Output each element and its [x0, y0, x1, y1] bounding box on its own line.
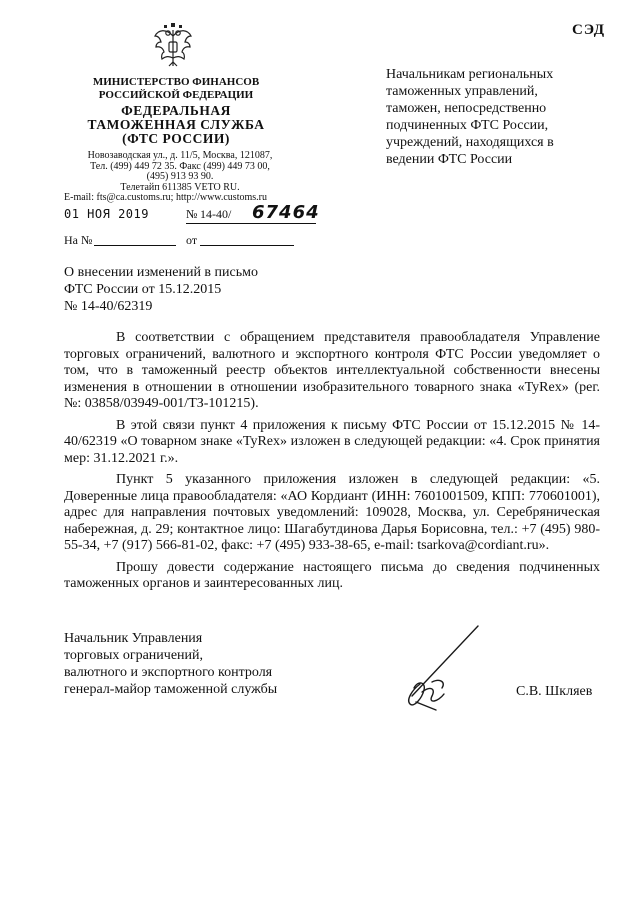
subject-line: ФТС России от 15.12.2015 [64, 282, 222, 297]
position-line: генерал-майор таможенной службы [64, 682, 278, 697]
sed-stamp: СЭД [572, 22, 606, 38]
incoming-reference [64, 233, 304, 249]
contact-line: (495) 913 93 90. [146, 171, 214, 182]
contact-details [64, 151, 296, 204]
contact-line: Телетайп 611385 VETO RU. [120, 181, 240, 193]
contact-line: Новозаводская ул., д. 11/5, Москва, 121087, [87, 150, 273, 161]
incoming-number-blank [94, 245, 176, 246]
handwritten-signature-icon [392, 624, 492, 712]
ministry-name [60, 76, 292, 102]
ministry-line: РОССИЙСКОЙ ФЕДЕРАЦИИ [98, 89, 254, 101]
addressee: Начальникам региональных таможенных управлений, таможен, непосредственно подчиненных ФТС России, учреждений, находящихся в ведении ФТС России [386, 67, 554, 167]
incoming-date-blank [200, 245, 294, 246]
position-line: валютного и экспортного контроля [64, 665, 273, 680]
outgoing-number-underline [186, 223, 316, 224]
contact-line: Тел. (499) 449 72 35. Факс (499) 449 73 00, [90, 160, 270, 172]
letter-body [64, 330, 600, 598]
outgoing-date: 01 НОЯ 2019 [64, 207, 149, 221]
position-line: торговых ограничений, [64, 648, 204, 663]
signatory-position [64, 630, 364, 698]
subject-line: № 14-40/62319 [64, 299, 153, 314]
service-line: ФЕДЕРАЛЬНАЯ [121, 103, 231, 118]
contact-line: E-mail: fts@ca.customs.ru; http://www.customs.ru [64, 192, 267, 203]
outgoing-number-handwritten: 67464 [252, 202, 320, 223]
incoming-number-label: На № [64, 233, 93, 247]
outgoing-number-label: № [186, 207, 198, 221]
letter-subject [64, 264, 304, 315]
body-paragraph: Пункт 5 указанного приложения изложен в следующей редакции: «5. Доверенные лица правообладателя: «АО Кордиант (ИНН: 7601001509, КПП: 770601001), адрес для направления почтовых уведомлений: 109028, Москва, ул. Серебряническая набережная, д. 29; контактное лицо: Шагабутдинова Дарья Борисовна, тел.: +7 (495) 980-55-34, +7 (917) 566-81-02, факс: +7 (495) 933-38-65, e-mail: tsarkova@cordiant.ru». [64, 472, 600, 553]
outgoing-number: 14-40/ [200, 207, 232, 221]
outgoing-registration [64, 202, 324, 227]
service-line: (ФТС РОССИИ) [122, 131, 230, 146]
body-paragraph: В этой связи пункт 4 приложения к письму ФТС России от 15.12.2015 № 14-40/62319 «О товарном знаке «TyRex» изложен в следующей редакции: «4. Срок принятия мер: 31.12.2021 г.». [64, 417, 600, 466]
service-line: ТАМОЖЕННАЯ СЛУЖБА [87, 117, 265, 132]
body-paragraph: В соответствии с обращением представителя правообладателя Управление торговых ограничений, валютного и экспортного контроля ФТС России уведомляет о том, что в таможенный реестр объектов интеллектуальной собственности внесены изменения в отношении в отношении изобразительного товарного знака «TyRex» (рег. №: 03858/03949-001/ТЗ-101215). [64, 330, 600, 411]
position-line: Начальник Управления [64, 631, 203, 646]
ministry-line: МИНИСТЕРСТВО ФИНАНСОВ [92, 76, 260, 88]
russian-coat-of-arms-icon [152, 22, 194, 70]
signatory-name: С.В. Шкляев [516, 684, 593, 699]
service-name [60, 104, 292, 146]
subject-line: О внесении изменений в письмо [64, 265, 258, 280]
incoming-from-label: от [186, 233, 198, 247]
body-paragraph: Прошу довести содержание настоящего письма до сведения подчиненных таможенных органов и заинтересованных лиц. [64, 559, 600, 591]
